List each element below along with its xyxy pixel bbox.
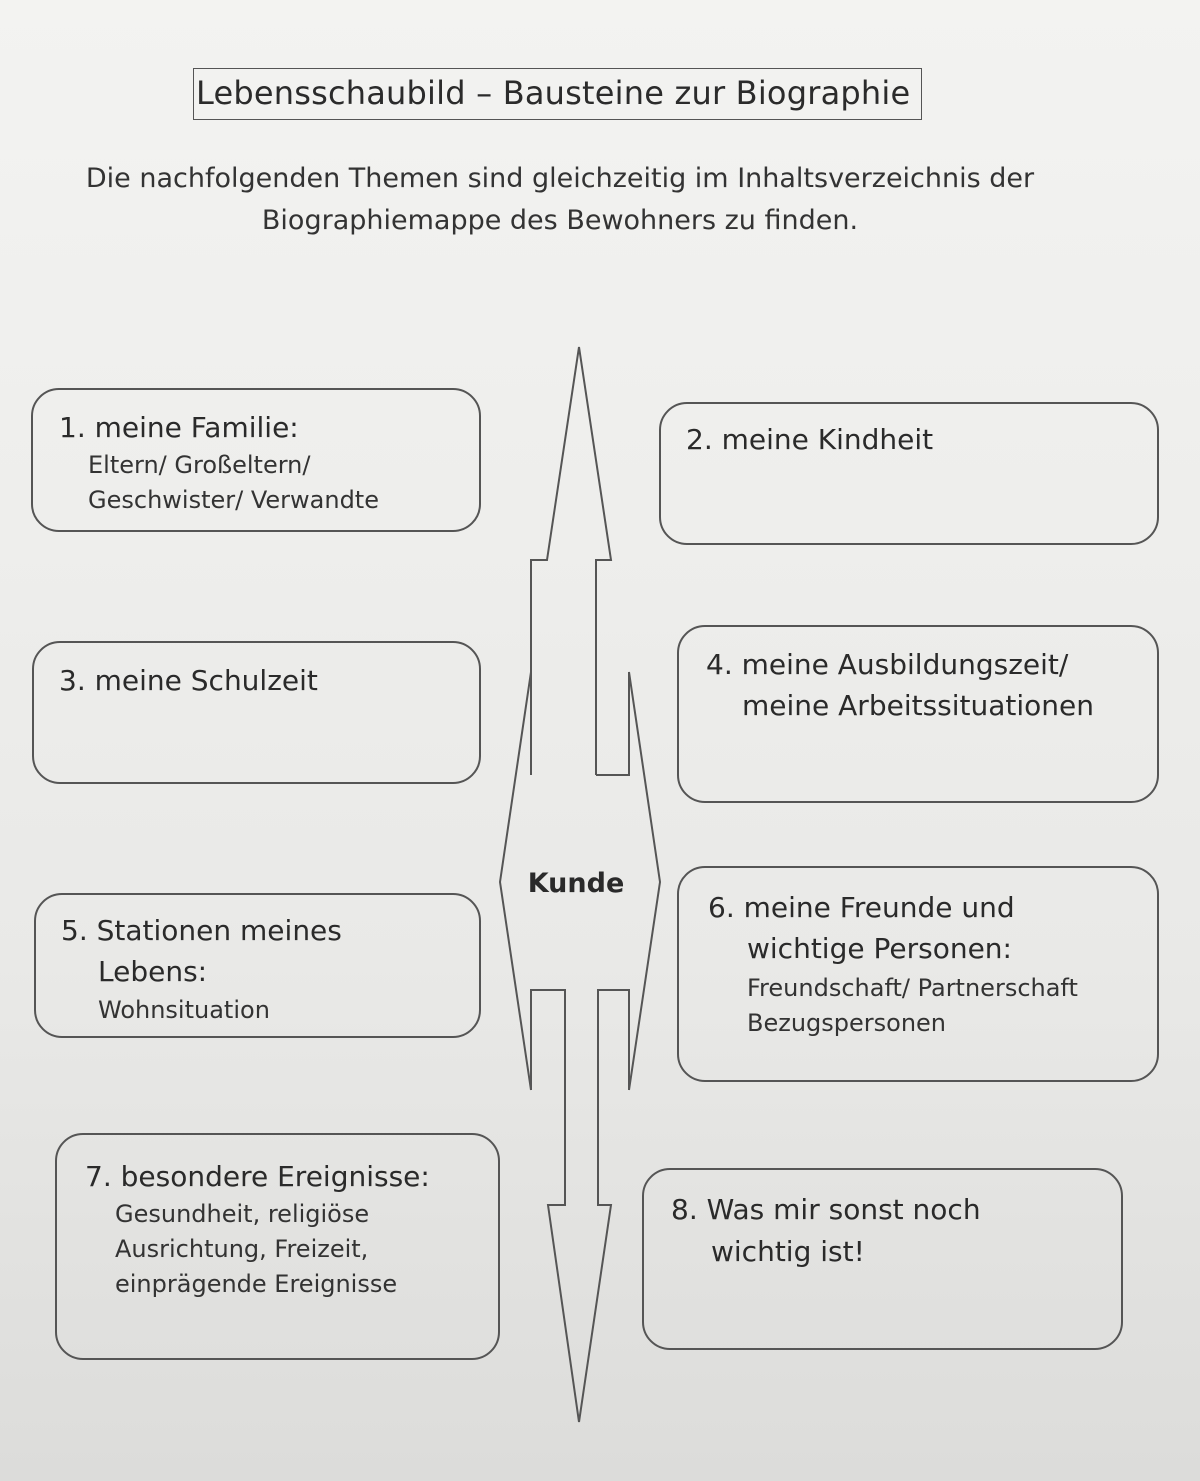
- down-arrow: [531, 990, 629, 1422]
- box-school: [32, 641, 481, 784]
- box-family-detail-1: Eltern/ Großeltern/: [88, 451, 311, 479]
- box-school-heading: 3. meine Schulzeit: [59, 664, 318, 697]
- box-friends-detail-1: Freundschaft/ Partnerschaft: [747, 974, 1078, 1002]
- box-education-work-heading: 4. meine Ausbildungszeit/: [706, 648, 1069, 681]
- box-childhood-heading: 2. meine Kindheit: [686, 423, 934, 456]
- box-other-important: [642, 1168, 1123, 1350]
- box-life-stations-heading: 5. Stationen meines: [61, 914, 342, 947]
- box-family: [31, 388, 481, 532]
- box-special-events-detail-3: einprägende Ereignisse: [115, 1270, 398, 1298]
- box-friends-detail-2: Bezugspersonen: [747, 1009, 947, 1037]
- box-family-heading: 1. meine Familie:: [59, 411, 299, 444]
- box-other-important-heading: 8. Was mir sonst noch: [671, 1193, 981, 1226]
- box-life-stations-heading-2: Lebens:: [98, 955, 208, 988]
- intro-line-2: Biographiemappe des Bewohners zu finden.: [261, 205, 859, 236]
- box-family-detail-2: Geschwister/ Verwandte: [88, 486, 379, 514]
- box-friends: [677, 866, 1159, 1082]
- up-arrow: [531, 347, 611, 775]
- box-childhood: [659, 402, 1159, 545]
- box-education-work-heading-2: meine Arbeitssituationen: [742, 689, 1095, 722]
- center-label-kunde: Kunde: [527, 868, 625, 899]
- box-special-events-detail-2: Ausrichtung, Freizeit,: [115, 1235, 369, 1263]
- page-title: Lebensschaubild – Bausteine zur Biographie: [193, 68, 922, 120]
- box-life-stations: [34, 893, 481, 1038]
- box-friends-heading: 6. meine Freunde und: [708, 891, 1015, 924]
- box-education-work: [677, 625, 1159, 803]
- box-special-events-heading: 7. besondere Ereignisse:: [85, 1160, 430, 1193]
- box-special-events: [55, 1133, 500, 1360]
- box-life-stations-detail-1: Wohnsituation: [98, 996, 270, 1024]
- box-friends-heading-2: wichtige Personen:: [747, 932, 1012, 965]
- intro-line-1: Die nachfolgenden Themen sind gleichzeitig im Inhaltsverzeichnis der: [85, 163, 1035, 194]
- box-special-events-detail-1: Gesundheit, religiöse: [115, 1200, 370, 1228]
- box-other-important-heading-2: wichtig ist!: [711, 1235, 865, 1268]
